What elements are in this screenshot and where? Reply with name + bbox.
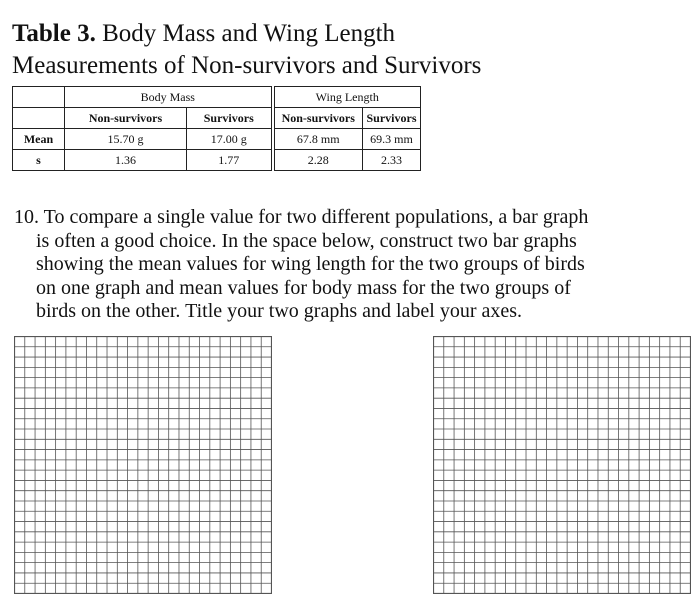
- column-header: Non-survivors: [273, 108, 363, 129]
- group-header-row: [13, 87, 421, 108]
- question-text: To compare a single value for two different populations, a bar graph: [43, 206, 589, 228]
- row-label: s: [13, 150, 65, 171]
- graph-paper-grid: [433, 336, 691, 594]
- column-header: Non-survivors: [65, 108, 187, 129]
- measurements-table: [12, 86, 421, 171]
- table-row: [13, 150, 421, 171]
- row-label-header-cell: [13, 108, 65, 129]
- table-cell: 1.77: [187, 150, 273, 171]
- table-caption-label: Table 3.: [12, 20, 96, 47]
- table-cell: 1.36: [65, 150, 187, 171]
- graph-grid-left: [14, 336, 272, 594]
- table-cell: 69.3 mm: [363, 129, 421, 150]
- table-caption: [12, 18, 632, 82]
- table-cell: 2.28: [273, 150, 363, 171]
- row-label: Mean: [13, 129, 65, 150]
- group-header-wing-length: Wing Length: [273, 87, 421, 108]
- table-row: [13, 129, 421, 150]
- graph-grid-right: [433, 336, 691, 594]
- column-header: Survivors: [363, 108, 421, 129]
- question-line: [14, 206, 694, 230]
- table-cell: 67.8 mm: [273, 129, 363, 150]
- question-line: on one graph and mean values for body mass for the two groups of: [36, 276, 571, 299]
- question-line: showing the mean values for wing length for the two groups of birds: [36, 253, 585, 275]
- group-header-body-mass: Body Mass: [65, 87, 273, 108]
- question-number: 10.: [14, 206, 39, 228]
- table-caption-line1: Body Mass and Wing Length: [102, 20, 396, 47]
- column-header: Survivors: [187, 108, 273, 129]
- question-line: is often a good choice. In the space below, construct two bar graphs: [36, 229, 577, 252]
- table-caption-line2: Measurements of Non-survivors and Survivors: [12, 52, 482, 79]
- table-cell: 15.70 g: [65, 129, 187, 150]
- question-10: [14, 206, 694, 324]
- table-cell: 2.33: [363, 150, 421, 171]
- column-header-row: [13, 108, 421, 129]
- question-line: birds on the other. Title your two graphs and label your axes.: [36, 300, 523, 322]
- table-corner-cell: [13, 87, 65, 108]
- table-cell: 17.00 g: [187, 129, 273, 150]
- graph-paper-grid: [14, 336, 272, 594]
